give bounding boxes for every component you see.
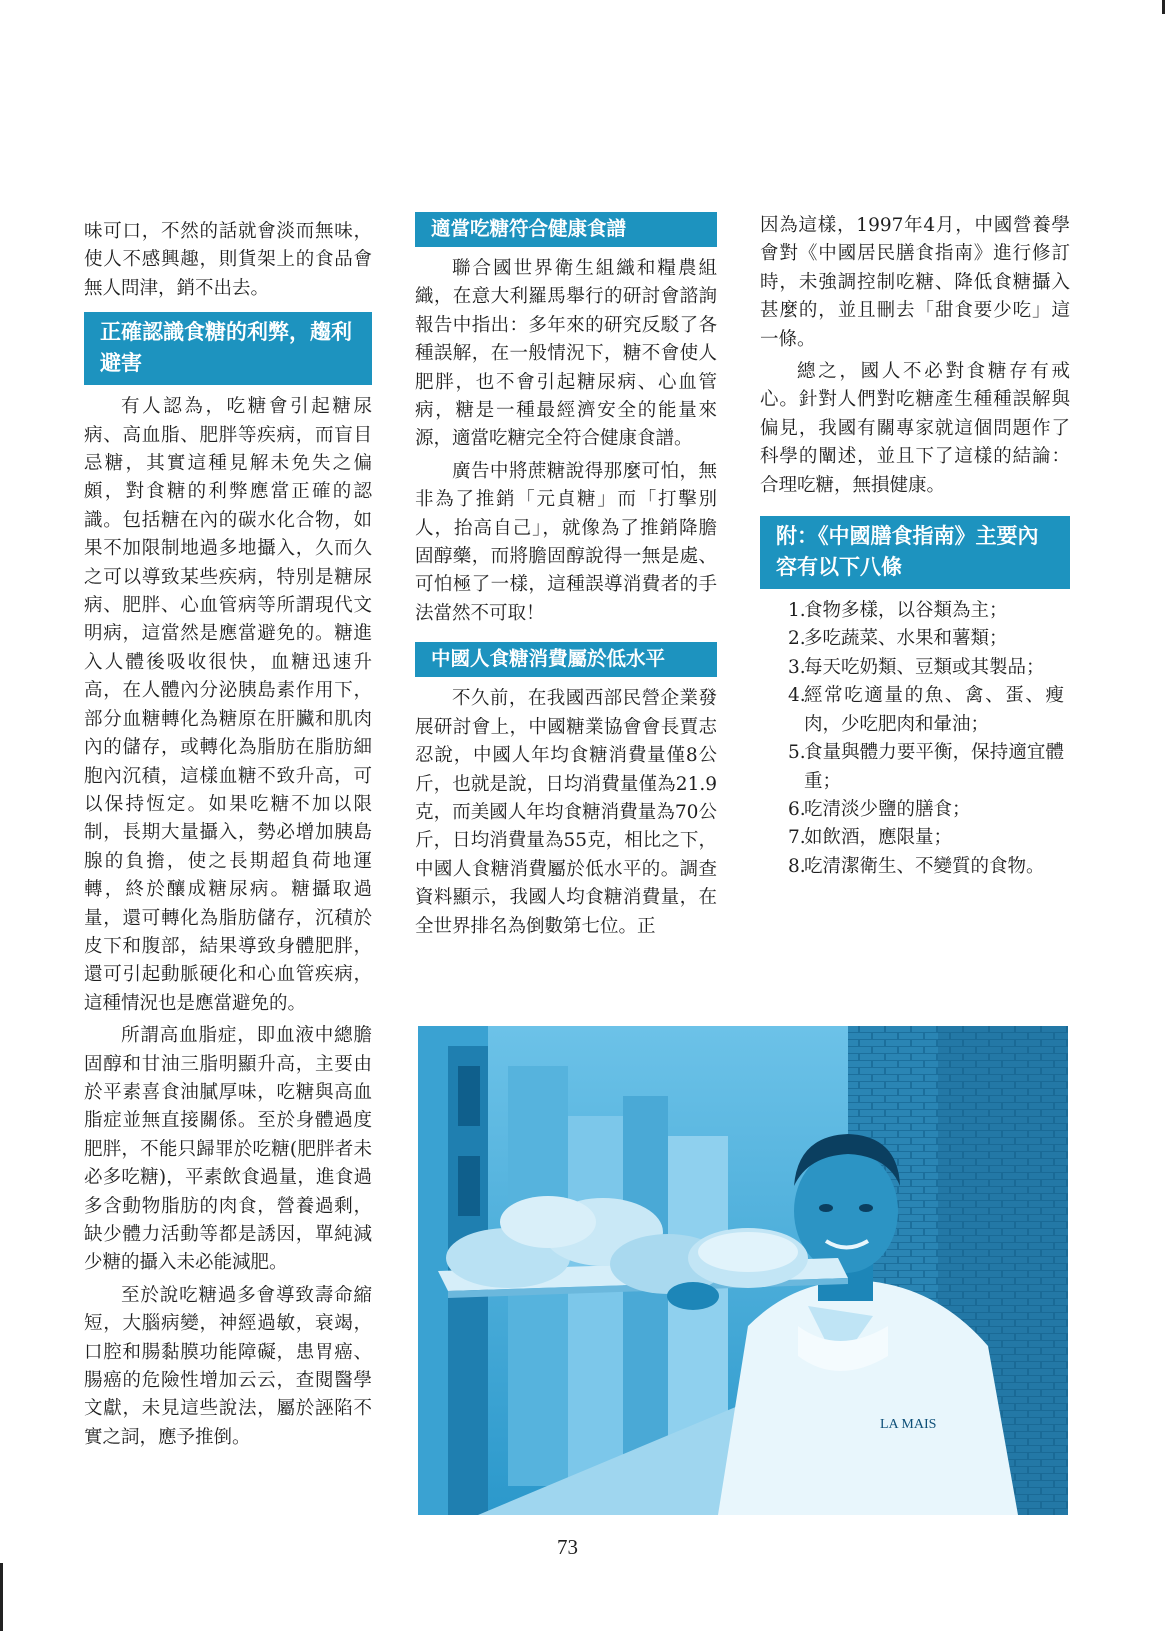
paragraph: 因為這樣，1997年4月，中國營養學會對《中國居民膳食指南》進行修訂時，未強調控制吃糖、降低食糖攝入甚麼的，並且刪去「甜食要少吃」這一條。 [760, 215, 1070, 350]
list-item: 7. 如飲酒，應限量； [788, 827, 953, 849]
left-edge-mark [0, 1563, 3, 1631]
column-2 [415, 218, 717, 941]
guideline-list [760, 597, 1070, 881]
right-edge-mark [1162, 0, 1165, 14]
paragraph: 廣告中將蔗糖說得那麼可怕，無非為了推銷「元貞糖」而「打擊別人，抬高自己」，就像為了推銷降膽固醇藥，而將膽固醇說得一無是處、可怕極了一樣，這種誤導消費者的手法當然不可取！ [415, 460, 717, 624]
section-heading: 適當吃糖符合健康食譜 [415, 212, 717, 247]
column-3 [760, 212, 1070, 881]
paragraph: 至於說吃糖過多會導致壽命縮短，大腦病變，神經過敏，衰竭，口腔和腸黏膜功能障礙，患胃癌、腸癌的危險性增加云云，查閱醫學文獻，未見這些說法，屬於誣陷不實之詞，應予推倒。 [84, 1284, 372, 1448]
list-item: 2. 多吃蔬菜、水果和薯類； [788, 628, 1008, 650]
photo-baker-with-bread [418, 1026, 1068, 1515]
paragraph: 所謂高血脂症，即血液中總膽固醇和甘油三脂明顯升高，主要由於平素喜食油膩厚味，吃糖與高血脂症並無直接關係。至於身體過度肥胖，不能只歸罪於吃糖(肥胖者未必多吃糖)，平素飲食過量，進食過多含動物脂肪的肉食，營養過剩，缺少體力活動等都是誘因，單純減少糖的攝入未必能減肥。 [84, 1025, 372, 1274]
list-item: 5. 食量與體力要平衡，保持適宜體重； [788, 742, 1064, 792]
paragraph: 聯合國世界衛生組織和糧農組織，在意大利羅馬舉行的研討會諮詢報告中指出：多年來的研究反駁了各種誤解，在一般情況下，糖不會使人肥胖，也不會引起糖尿病、心血管病，糖是一種最經濟安全的能量來源，適當吃糖完全符合健康食譜。 [415, 258, 717, 450]
list-item: 8. 吃清潔衛生、不變質的食物。 [788, 855, 1045, 877]
list-item: 4. 經常吃適量的魚、禽、蛋、瘦肉，少吃肥肉和暈油； [788, 685, 1064, 735]
paragraph: 不久前，在我國西部民營企業發展研討會上，中國糖業協會會長賈志忍說，中國人年均食糖消費量僅8公斤，也就是說，日均消費量僅為21.9克，而美國人年均食糖消費量為70公斤，日均消費量為55克，相比之下，中國人食糖消費屬於低水平的。調查資料顯示，我國人均食糖消費量，在全世界排名為倒數第七位。正 [415, 688, 717, 937]
paragraph: 有人認為，吃糖會引起糖尿病、高血脂、肥胖等疾病，而盲目忌糖，其實這種見解未免失之偏頗，對食糖的利弊應當正確的認識。包括糖在內的碳水化合物，如果不加限制地過多地攝入，久而久之可以導致某些疾病，特別是糖尿病、肥胖、心血管病等所謂現代文明病，這當然是應當避免的。糖進入人體後吸收很快，血糖迅速升高，在人體內分泌胰島素作用下，部分血糖轉化為糖原在肝臟和肌肉內的儲存，或轉化為脂肪在脂肪細胞內沉積，這樣血糖不致升高，可以保持恆定。如果吃糖不加以限制，長期大量攝入，勢必增加胰島腺的負擔，使之長期超負荷地運轉，終於釀成糖尿病。糖攝取過量，還可轉化為脂肪儲存，沉積於皮下和腹部，結果導致身體肥胖，還可引起動脈硬化和心血管疾病，這種情況也是應當避免的。 [84, 396, 372, 1014]
paragraph: 味可口，不然的話就會淡而無味，使人不感興趣，則貨架上的食品會無人問津，銷不出去。 [84, 221, 372, 299]
column-1 [84, 218, 372, 1452]
paragraph: 總之，國人不必對食糖存有戒心。針對人們對吃糖產生種種誤解與偏見，我國有關專家就這個問題作了科學的闡述，並且下了這樣的結論：合理吃糖，無損健康。 [760, 361, 1070, 496]
section-heading: 中國人食糖消費屬於低水平 [415, 642, 717, 677]
list-item: 3. 每天吃奶類、豆類或其製品； [788, 656, 1045, 678]
list-item: 6. 吃清淡少鹽的膳食； [788, 798, 971, 820]
section-heading: 附：《中國膳食指南》主要內容有以下八條 [760, 516, 1070, 589]
page-number: 73 [557, 1535, 578, 1559]
section-heading: 正確認識食糖的利弊，趨利避害 [84, 312, 372, 385]
list-item: 1. 食物多樣，以谷類為主； [788, 600, 1008, 622]
jacket-logo-text: LA MAIS [880, 1417, 937, 1432]
photo-illustration [418, 1026, 1068, 1515]
